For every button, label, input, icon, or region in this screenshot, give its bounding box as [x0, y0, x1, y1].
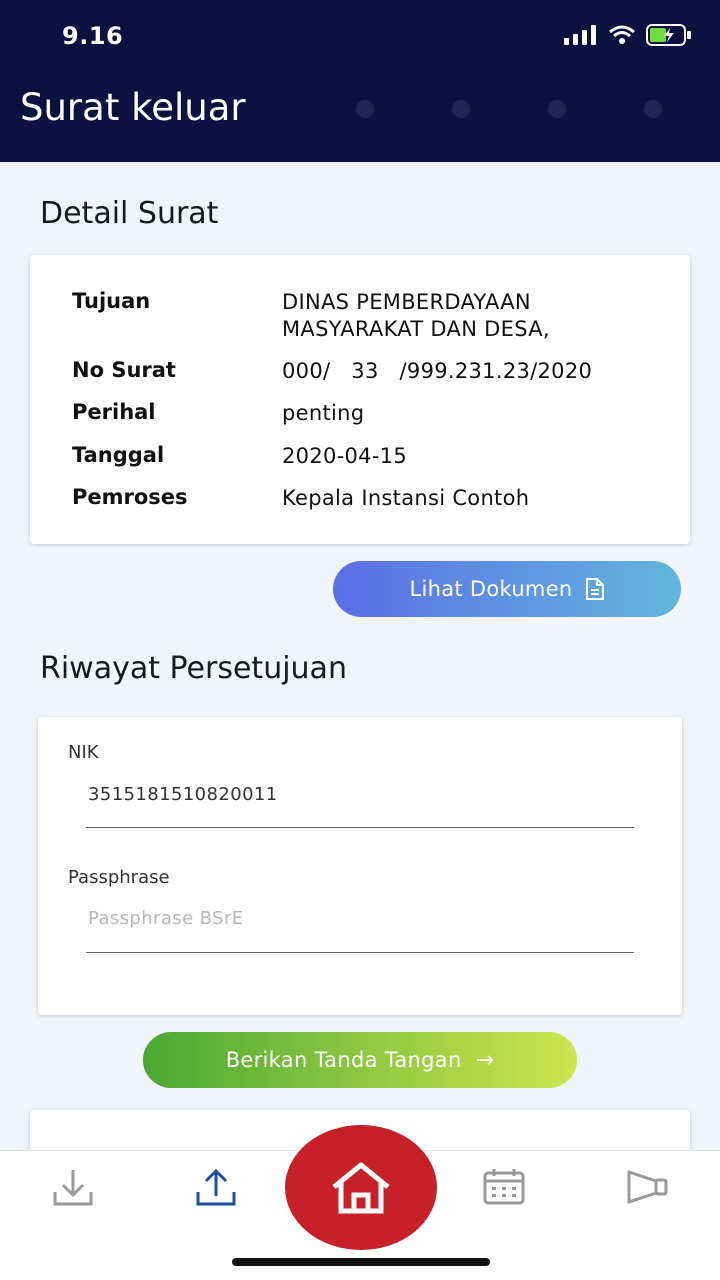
home-indicator — [232, 1258, 490, 1266]
view-document-label: Lihat Dokumen — [409, 577, 573, 601]
app-header — [0, 0, 720, 162]
battery-icon — [646, 24, 692, 46]
detail-row-perihal — [72, 400, 672, 427]
detail-row-tujuan — [72, 289, 672, 343]
nik-label: NIK — [68, 742, 99, 763]
passphrase-underline — [86, 952, 634, 953]
detail-label: Pemroses — [72, 485, 188, 509]
detail-value: DINAS PEMBERDAYAAN MASYARAKAT DAN DESA, — [282, 290, 550, 341]
nik-field[interactable]: 3515181510820011 — [88, 784, 278, 805]
megaphone-icon[interactable] — [626, 1168, 670, 1206]
detail-label: No Surat — [72, 358, 176, 382]
passphrase-field[interactable]: Passphrase BSrE — [88, 908, 244, 929]
signal-icon — [564, 25, 598, 45]
download-icon[interactable] — [52, 1168, 94, 1208]
view-document-button[interactable] — [333, 561, 681, 617]
passphrase-label: Passphrase — [68, 867, 170, 888]
arrow-right-icon: → — [475, 1047, 495, 1073]
header-dot — [356, 100, 374, 118]
detail-card — [30, 255, 690, 544]
sign-button-label: Berikan Tanda Tangan — [225, 1048, 462, 1072]
detail-row-tanggal — [72, 443, 672, 470]
detail-value: 000/ 33 /999.231.23/2020 — [282, 359, 593, 383]
page-title: Surat keluar — [20, 86, 246, 129]
status-icons — [564, 24, 692, 46]
status-time: 9.16 — [62, 22, 124, 50]
detail-label: Tujuan — [72, 289, 151, 313]
detail-label: Perihal — [72, 400, 156, 424]
header-dot — [644, 100, 662, 118]
upload-icon[interactable] — [195, 1168, 237, 1208]
detail-value: Kepala Instansi Contoh — [282, 486, 530, 510]
wifi-icon — [608, 25, 636, 45]
detail-value: 2020-04-15 — [282, 444, 408, 468]
detail-value: penting — [282, 401, 365, 425]
approval-section-title: Riwayat Persetujuan — [40, 651, 347, 686]
home-icon — [330, 1161, 392, 1215]
calendar-icon[interactable] — [483, 1168, 525, 1206]
nik-underline — [86, 827, 634, 828]
header-dot — [452, 100, 470, 118]
detail-label: Tanggal — [72, 443, 165, 467]
detail-row-no-surat — [72, 358, 672, 385]
detail-section-title: Detail Surat — [40, 196, 219, 231]
detail-row-pemroses — [72, 485, 672, 512]
home-button[interactable] — [285, 1125, 437, 1250]
approval-card — [38, 717, 682, 1015]
header-dot — [548, 100, 566, 118]
sign-button[interactable] — [143, 1032, 577, 1088]
document-icon — [585, 578, 605, 600]
